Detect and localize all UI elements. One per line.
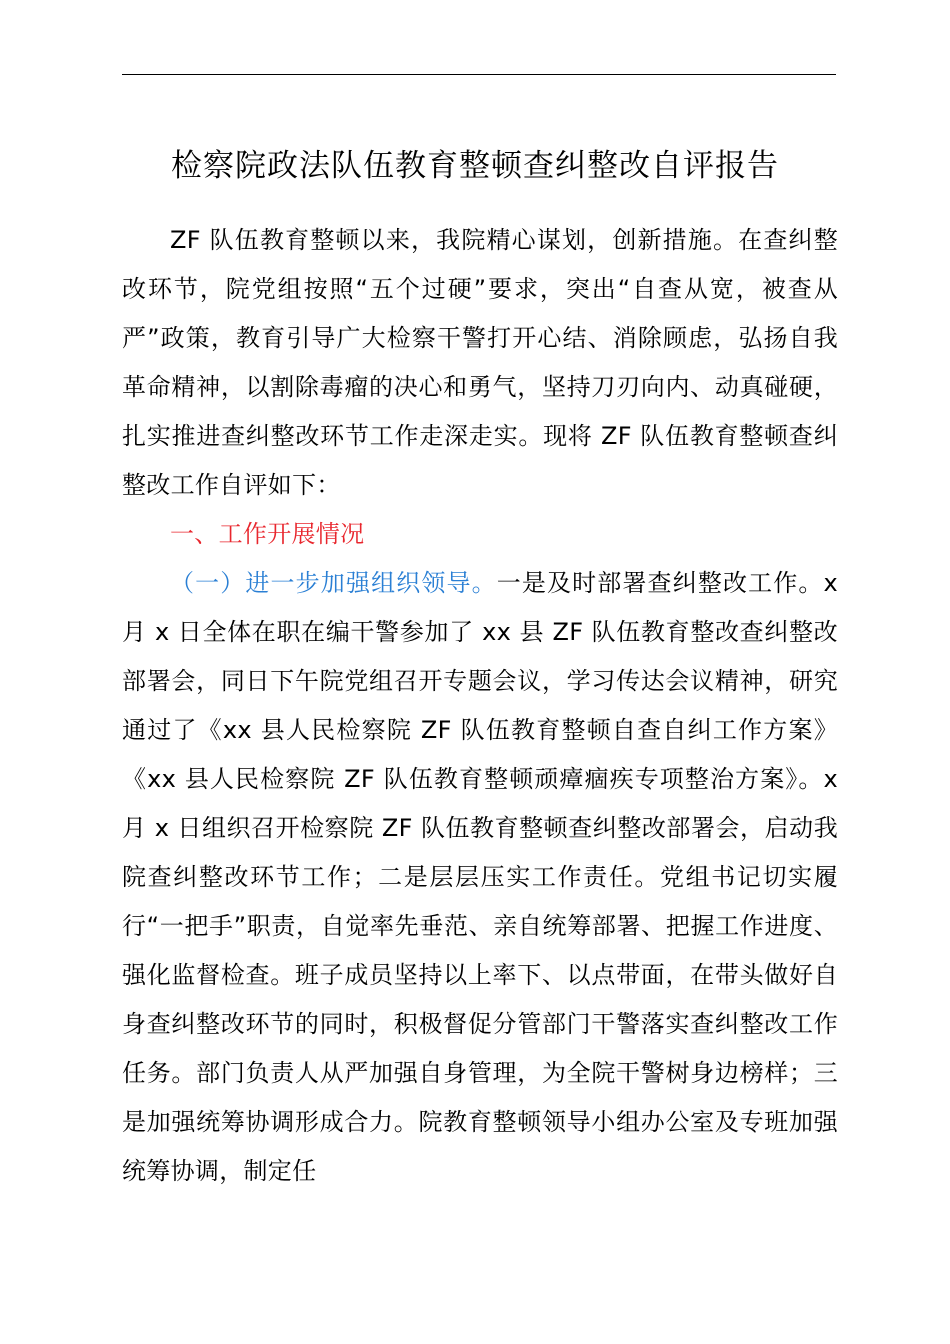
subsection-paragraph (122, 559, 838, 1196)
intro-paragraph: ZF 队伍教育整顿以来，我院精心谋划，创新措施。在查纠整改环节，院党组按照“五个过硬”要求，突出“自查从宽，被查从严”政策，教育引导广大检察干警打开心结、消除顾虑，弘扬自我革命精神，以割除毒瘤的决心和勇气，坚持刀刃向内、动真碰硬，扎实推进查纠整改环节工作走深走实。现将 ZF 队伍教育整顿查纠整改工作自评如下： (122, 226, 838, 499)
subsection-body: 一是及时部署查纠整改工作。x 月 x 日全体在职在编干警参加了 xx 县 ZF 队伍教育整改查纠整改部署会，同日下午院党组召开专题会议，学习传达会议精神，研究通过了《xx 县人民检察院 ZF 队伍教育整顿自查自纠工作方案》《xx 县人民检察院 ZF 队伍教育整顿顽瘴痼疾专项整治方案》。x 月 x 日组织召开检察院 ZF 队伍教育整顿查纠整改部署会，启动我院查纠整改环节工作；二是层层压实工作责任。党组书记切实履行“一把手”职责，自觉率先垂范、亲自统筹部署、把握工作进度、强化监督检查。班子成员坚持以上率下、以点带面，在带头做好自身查纠整改环节的同时，积极督促分管部门干警落实查纠整改工作任务。部门负责人从严加强自身管理，为全院干警树身边榜样；三是加强统筹协调形成合力。院教育整顿领导小组办公室及专班加强统筹协调，制定任 (122, 569, 838, 1185)
header-rule (122, 74, 836, 75)
subsection-heading: （一）进一步加强组织领导。 (170, 569, 497, 597)
document-body (122, 216, 838, 1196)
section-heading: 一、工作开展情况 (170, 520, 365, 548)
document-title: 检察院政法队伍教育整顿查纠整改自评报告 (171, 148, 779, 184)
